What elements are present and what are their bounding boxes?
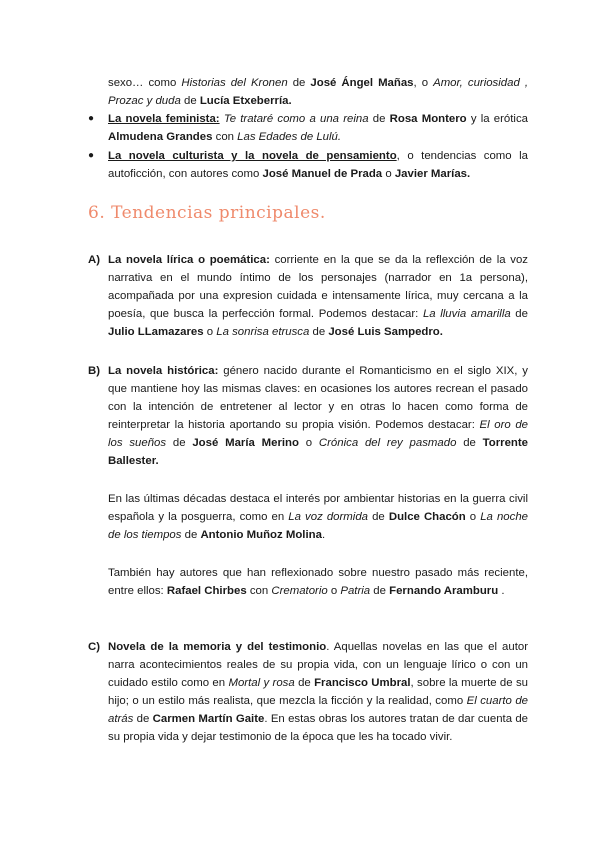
section-b-paragraph-2: En las últimas décadas destaca el interés por ambientar historias en la guerra civil española y la posguerra, como en La voz dormida de Dulce Chacón o La noche de los tiempos de Antonio Muñoz Molina. <box>108 493 529 541</box>
section-b-paragraph-3: También hay autores que han reflexionado sobre nuestro pasado más reciente, entre ellos: Rafael Chirbes con Crematorio o Patria de Fernando Aramburu . <box>108 567 528 597</box>
section-a-label: A) <box>88 254 101 266</box>
bullet-icon: ● <box>88 113 95 124</box>
bullet-continuation: sexo… como Historias del Kronen de José Ángel Mañas, o Amor, curiosidad , Prozac y duda de Lucía Etxeberría. <box>108 77 528 107</box>
section-b-label: B) <box>88 365 101 377</box>
section-c-label: C) <box>88 641 101 653</box>
list-item-culturista: La novela culturista y la novela de pensamiento, o tendencias como la autoficción, con autores como José Manuel de Prada o Javier Marías. <box>108 150 528 180</box>
section-c-paragraph: Novela de la memoria y del testimonio. Aquellas novelas en las que el autor narra acontecimientos reales de su propia vida, con un lenguaje lírico o con un cuidado estilo como en Mortal y rosa de Francisco Umbral, sobre la muerte de su hijo; o un estilo más realista, que mezcla la ficción y la realidad, como El cuarto de atrás de Carmen Martín Gaite. En estas obras los autores tratan de dar cuenta de su propia vida y dejar testimonio de la época que les ha tocado vivir. <box>108 641 529 743</box>
bullet-icon: ● <box>88 150 95 161</box>
section-a-paragraph: La novela lírica o poemática: corriente en la que se da la reflexción de la voz narrativa en el mundo íntimo de los personajes (narrador en 1a persona), acompañada por una expresion cuidada e intensamente lírica, muy cercana a la poesía, que busca la perfección formal. Podemos destacar: La lluvia amarilla de Julio LLamazares o La sonrisa etrusca de José Luis Sampedro. <box>108 254 528 338</box>
section-heading: 6. Tendencias principales. <box>88 203 326 223</box>
section-b-paragraph: La novela histórica: género nacido durante el Romanticismo en el siglo XIX, y que mantiene hoy las mismas claves: en ocasiones los autores recrean el pasado con la intención de entretener al lector y en otras lo hacen como forma de reinterpretar la historia aportando su propia visión. Podemos destacar: El oro de los sueños de José María Merino o Crónica del rey pasmado de Torrente Ballester. <box>108 365 529 467</box>
list-item-feminista: La novela feminista: Te trataré como a una reina de Rosa Montero y la erótica Almudena Grandes con Las Edades de Lulú. <box>108 113 528 143</box>
